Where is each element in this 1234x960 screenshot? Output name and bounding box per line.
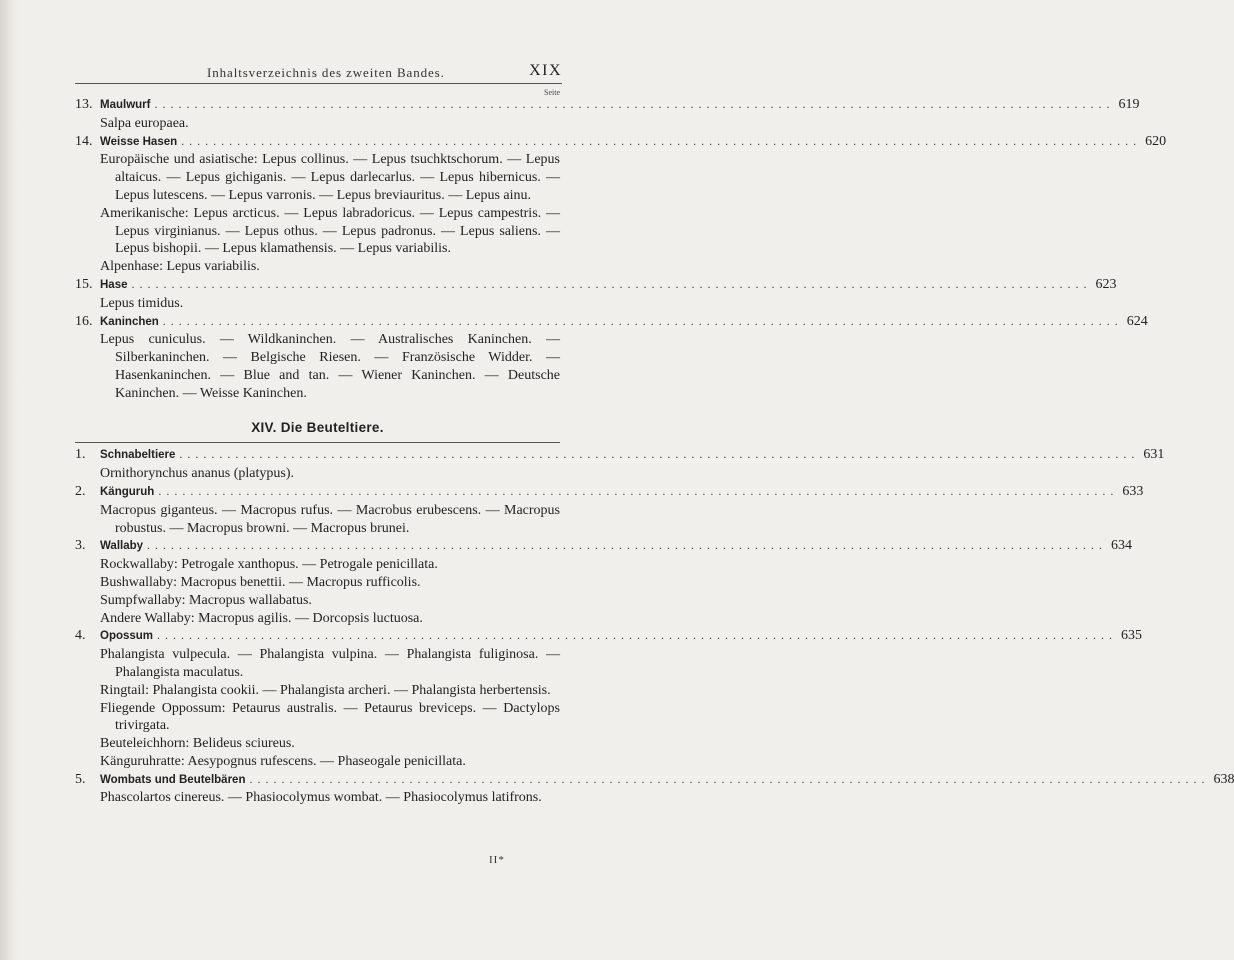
dot-leader: ........................................................................................................................ <box>179 447 1140 462</box>
species-paragraph: Sumpfwallaby: Macropus wallabatus. <box>100 592 312 608</box>
dot-leader: ........................................................................................................................ <box>162 313 1123 328</box>
entry-number: 2. <box>75 483 86 499</box>
dot-leader: ........................................................................................................................ <box>249 771 1210 786</box>
toc-entry-heading[interactable] <box>75 446 1165 465</box>
toc-entry-heading[interactable] <box>75 96 1140 115</box>
entry-number: 4. <box>75 628 86 644</box>
entry-page-number: 631 <box>1143 447 1165 463</box>
species-paragraph: Fliegende Oppossum: Petaurus australis. — Petaurus breviceps. — Dactylops trivirgata. <box>100 700 560 734</box>
species-paragraph: Ringtail: Phalangista cookii. — Phalangista archeri. — Phalangista herbertensis. <box>100 682 551 698</box>
toc-entry-heading[interactable] <box>75 313 1148 332</box>
species-paragraph: Rockwallaby: Petrogale xanthopus. — Petrogale penicillata. <box>100 557 438 573</box>
species-paragraph: Salpa europaea. <box>100 115 189 131</box>
dot-leader: ........................................................................................................................ <box>147 538 1108 553</box>
entry-species-list <box>75 646 560 771</box>
dot-leader: ........................................................................................................................ <box>157 628 1118 643</box>
toc-entry <box>75 771 1234 808</box>
section-title: XIV. Die Beuteltiere. <box>251 419 384 435</box>
entry-name: Opossum <box>100 630 154 643</box>
toc-entry <box>75 483 1144 537</box>
toc-entry <box>75 96 1140 133</box>
entry-name: Wombats und Beutelbären <box>100 773 246 786</box>
toc-entry <box>75 627 1143 770</box>
species-paragraph: Andere Wallaby: Macropus agilis. — Dorcopsis luctuosa. <box>100 610 423 626</box>
species-paragraph: Europäische und asiatische: Lepus collinus. — Lepus tsuchktschorum. — Lepus altaicus. — Lepus gichiganis. — Lepus darlecarlus. — Lepus hibernicus. — Lepus lutescens. — Lepus varronis. — Lepus breviauritus. — Lepus ainu. <box>100 152 560 203</box>
toc-entry-heading[interactable] <box>75 276 1117 295</box>
species-paragraph: Bushwallaby: Macropus benettii. — Macropus rufficolis. <box>100 574 421 590</box>
entry-species-list <box>75 502 560 538</box>
entry-name: Hase <box>100 278 128 291</box>
signature-mark: II* <box>489 854 505 866</box>
toc-entry <box>75 276 1117 313</box>
entry-species-list <box>75 556 560 627</box>
entry-species-list <box>75 789 560 807</box>
entry-name: Schnabeltiere <box>100 449 176 462</box>
toc-entry <box>75 446 1165 483</box>
species-paragraph: Amerikanische: Lepus arcticus. — Lepus labradoricus. — Lepus campestris. — Lepus virginianus. — Lepus othus. — Lepus padronus. — Lepus saliens. — Lepus bishopii. — Lepus klamathensis. — Lepus variabilis. <box>100 205 560 257</box>
toc-entry-heading[interactable] <box>75 771 1234 790</box>
species-paragraph: Lepus timidus. <box>100 295 184 311</box>
toc-entry <box>75 313 1148 403</box>
entry-page-number: 620 <box>1145 133 1167 149</box>
entry-name: Maulwurf <box>100 99 151 111</box>
entry-number: 14. <box>75 133 93 149</box>
entry-species-list <box>75 115 560 133</box>
entry-page-number: 624 <box>1126 313 1148 329</box>
entry-number: 5. <box>75 771 86 787</box>
entry-species-list <box>75 151 560 276</box>
species-paragraph: Phalangista vulpecula. — Phalangista vulpina. — Phalangista fuliginosa. — Phalangista maculatus. <box>100 647 560 680</box>
book-spine-shadow <box>0 0 18 960</box>
entry-page-number: 634 <box>1111 538 1133 554</box>
header-title: Inhaltsverzeichnis des zweiten Bandes. <box>207 65 445 80</box>
entry-species-list <box>75 465 560 483</box>
entry-page-number: 638 <box>1213 771 1234 787</box>
toc-entry <box>75 133 1167 276</box>
entry-name: Wallaby <box>100 540 144 553</box>
entry-name: Känguruh <box>100 485 155 498</box>
header-page-number: XIX <box>529 62 562 79</box>
entry-species-list <box>75 295 560 313</box>
entry-species-list <box>75 331 560 402</box>
dot-leader: ........................................................................................................................ <box>181 133 1142 148</box>
toc-entry-heading[interactable] <box>75 537 1133 556</box>
entry-number: 16. <box>75 313 93 329</box>
species-paragraph: Ornithorynchus ananus (platypus). <box>100 466 295 482</box>
toc-entries-top <box>75 96 1167 403</box>
running-header <box>75 63 562 84</box>
toc-entry-heading[interactable] <box>75 483 1144 502</box>
entry-name: Kaninchen <box>100 315 159 328</box>
entry-number: 13. <box>75 97 93 112</box>
seite-label: Seite <box>544 88 560 97</box>
entry-page-number: 635 <box>1121 628 1143 644</box>
species-paragraph: Alpenhase: Lepus variabilis. <box>100 259 260 275</box>
entry-number: 1. <box>75 447 86 463</box>
entry-name: Weisse Hasen <box>100 135 178 148</box>
entry-page-number: 623 <box>1095 276 1117 292</box>
species-paragraph: Känguruhratte: Aesypognus rufescens. — Phaseogale penicillata. <box>100 753 466 769</box>
entry-number: 15. <box>75 276 93 292</box>
section-rule <box>75 442 560 443</box>
dot-leader: ........................................................................................................................ <box>131 276 1092 291</box>
species-paragraph: Lepus cuniculus. — Wildkaninchen. — Australisches Kaninchen. — Silberkaninchen. — Belgische Riesen. — Französische Widder. — Hasenkaninchen. — Blue and tan. — Wiener Kaninchen. — Deutsche Kaninchen. — Weisse Kaninchen. <box>100 332 560 401</box>
species-paragraph: Phascolartos cinereus. — Phasiocolymus wombat. — Phasiocolymus latifrons. <box>100 790 542 806</box>
entry-number: 3. <box>75 538 86 554</box>
dot-leader: ........................................................................................................................ <box>154 97 1115 111</box>
species-paragraph: Beuteleichhorn: Belideus sciureus. <box>100 736 295 752</box>
toc-entry-heading[interactable] <box>75 133 1167 152</box>
toc-entry <box>75 537 1133 627</box>
entry-page-number: 619 <box>1118 97 1140 112</box>
dot-leader: ........................................................................................................................ <box>158 483 1119 498</box>
entry-page-number: 633 <box>1122 483 1144 499</box>
toc-content <box>75 96 1234 807</box>
species-paragraph: Macropus giganteus. — Macropus rufus. — Macrobus erubescens. — Macropus robustus. — Macropus browni. — Macropus brunei. <box>100 502 560 536</box>
toc-entry-heading[interactable] <box>75 627 1143 646</box>
toc-entries-bottom <box>75 446 1234 807</box>
